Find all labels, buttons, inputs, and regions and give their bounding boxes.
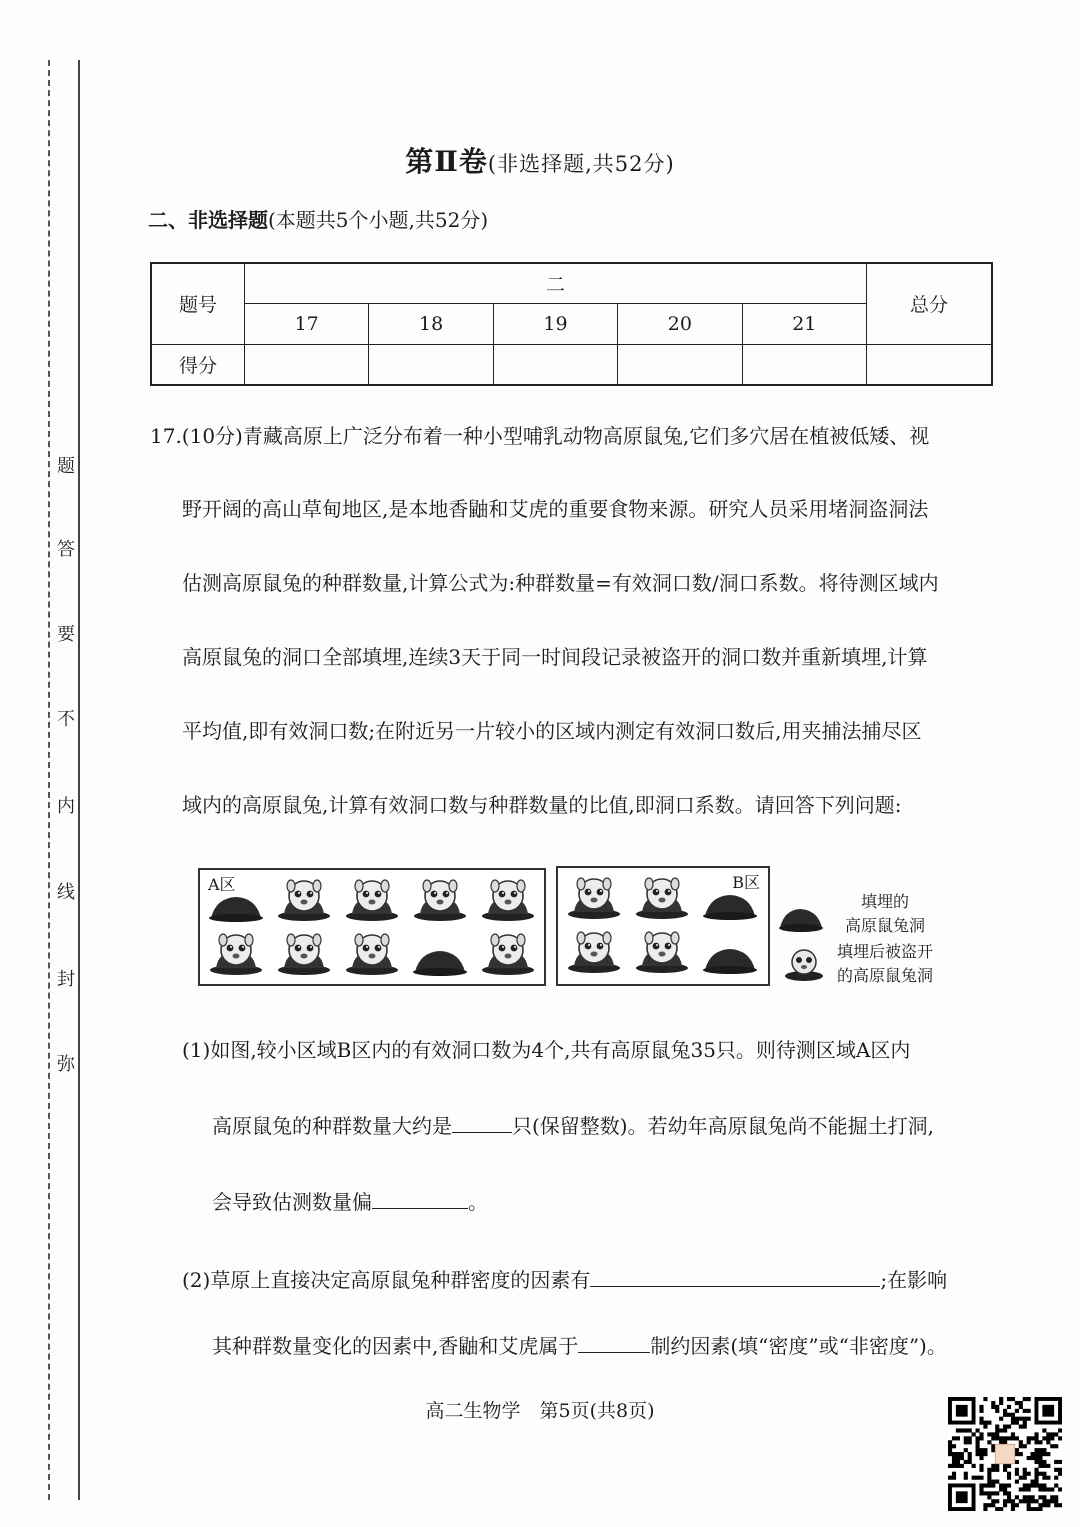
q17-sub2-text: 其种群数量变化的因素中,香鼬和艾虎属于 — [212, 1334, 579, 1358]
closed-hole-icon — [208, 888, 264, 926]
margin-char: 内 — [57, 796, 75, 817]
answer-blank-population[interactable] — [452, 1114, 512, 1133]
part-title — [148, 204, 488, 233]
margin-char: 要 — [57, 624, 75, 645]
qr-code — [948, 1397, 1062, 1511]
question-number-cell: 17 — [245, 304, 369, 345]
q17-sub1-line1: (1)如图,较小区域B区内的有效洞口数为4个,共有高原鼠兔35只。则待测区域A区内 — [182, 1038, 911, 1062]
answer-blank-density-factors[interactable] — [590, 1268, 880, 1287]
question-number-cell: 20 — [618, 304, 742, 345]
open-hole-icon — [276, 932, 332, 980]
area-a-box — [198, 868, 546, 986]
q17-sub2-text: 制约因素(填“密度”或“非密度”)。 — [650, 1334, 947, 1358]
part-note: (本题共5个小题,共52分) — [268, 208, 489, 232]
q17-sub1-text: 只(保留整数)。若幼年高原鼠兔尚不能掘土打洞, — [512, 1114, 934, 1138]
open-hole-icon — [566, 876, 622, 924]
legend-closed-text — [826, 890, 944, 938]
q17-sub1-text: 。 — [468, 1190, 488, 1214]
area-a-label: A区 — [208, 875, 236, 894]
q17-line: 17.(10分)青藏高原上广泛分布着一种小型哺乳动物高原鼠兔,它们多穴居在植被低矮、视 — [150, 424, 930, 448]
binding-dashed-line — [48, 60, 50, 1500]
page-footer: 高二生物学 第5页(共8页) — [425, 1400, 655, 1422]
closed-hole-icon — [412, 942, 468, 980]
legend-open-text — [826, 940, 944, 988]
open-hole-icon — [412, 878, 468, 926]
open-hole-icon — [344, 932, 400, 980]
row-label-question: 题号 — [151, 263, 245, 344]
score-cell[interactable] — [742, 344, 866, 385]
row-label-score: 得分 — [151, 344, 245, 385]
q17-line: 平均值,即有效洞口数;在附近另一片较小的区域内测定有效洞口数后,用夹捕法捕尽区 — [182, 719, 922, 743]
margin-char: 答 — [57, 539, 75, 560]
legend-open-hole-icon — [784, 944, 824, 982]
section-label-cell: 二 — [245, 263, 867, 304]
question-number-cell: 18 — [369, 304, 493, 345]
question-number-cell: 19 — [493, 304, 617, 345]
q17-sub2-text: (2)草原上直接决定高原鼠兔种群密度的因素有 — [182, 1268, 591, 1292]
total-label-cell: 总分 — [867, 263, 993, 344]
question-number-cell: 21 — [742, 304, 866, 345]
closed-hole-icon — [702, 886, 758, 924]
open-hole-icon — [566, 930, 622, 978]
score-cell[interactable] — [369, 344, 493, 385]
area-b-box — [556, 866, 770, 986]
q17-line: 野开阔的高山草甸地区,是本地香鼬和艾虎的重要食物来源。研究人员采用堵洞盗洞法 — [182, 497, 929, 521]
binding-solid-line — [78, 60, 80, 1500]
score-cell[interactable] — [867, 344, 993, 385]
score-cell[interactable] — [618, 344, 742, 385]
open-hole-icon — [634, 876, 690, 924]
legend-open-line: 的高原鼠兔洞 — [836, 966, 933, 985]
answer-blank-bias[interactable] — [372, 1190, 468, 1209]
score-cell[interactable] — [493, 344, 617, 385]
margin-char: 线 — [57, 882, 75, 903]
area-b-label: B区 — [732, 873, 760, 892]
margin-char: 不 — [57, 709, 75, 730]
open-hole-icon — [480, 932, 536, 980]
margin-char: 弥 — [57, 1054, 75, 1075]
q17-sub1-text: 高原鼠兔的种群数量大约是 — [212, 1114, 452, 1138]
open-hole-icon — [276, 878, 332, 926]
q17-sub1-line3 — [212, 1186, 488, 1215]
open-hole-icon — [344, 878, 400, 926]
legend-open-line: 填埋后被盗开 — [836, 942, 933, 961]
q17-sub1-line2 — [212, 1110, 934, 1139]
q17-sub1-text: 会导致估测数量偏 — [212, 1190, 372, 1214]
margin-char: 封 — [57, 969, 75, 990]
q17-line: 估测高原鼠兔的种群数量,计算公式为:种群数量=有效洞口数/洞口系数。将待测区域内 — [182, 571, 939, 595]
open-hole-icon — [480, 878, 536, 926]
closed-hole-icon — [702, 940, 758, 978]
legend-closed-hole-icon — [778, 902, 824, 932]
q17-line: 高原鼠兔的洞口全部填埋,连续3天于同一时间段记录被盗开的洞口数并重新填埋,计算 — [182, 645, 928, 669]
legend-closed-line: 填埋的 — [860, 892, 909, 911]
q17-sub2-line2 — [212, 1330, 947, 1359]
score-table — [150, 262, 993, 386]
margin-char: 题 — [57, 456, 75, 477]
q17-sub2-line1 — [182, 1264, 947, 1293]
legend-closed-line: 高原鼠兔洞 — [844, 916, 925, 935]
score-cell[interactable] — [245, 344, 369, 385]
open-hole-icon — [634, 930, 690, 978]
answer-blank-factor-type[interactable] — [578, 1334, 650, 1353]
q17-sub2-text: ;在影响 — [880, 1268, 948, 1292]
open-hole-icon — [208, 932, 264, 980]
part-title-main: 二、非选择题 — [148, 208, 268, 232]
section-subtitle: (非选择题,共52分) — [487, 152, 675, 176]
q17-line: 域内的高原鼠兔,计算有效洞口数与种群数量的比值,即洞口系数。请回答下列问题: — [182, 793, 902, 817]
section-title-main: 第Ⅱ卷 — [405, 145, 488, 178]
section-title — [0, 140, 1080, 180]
